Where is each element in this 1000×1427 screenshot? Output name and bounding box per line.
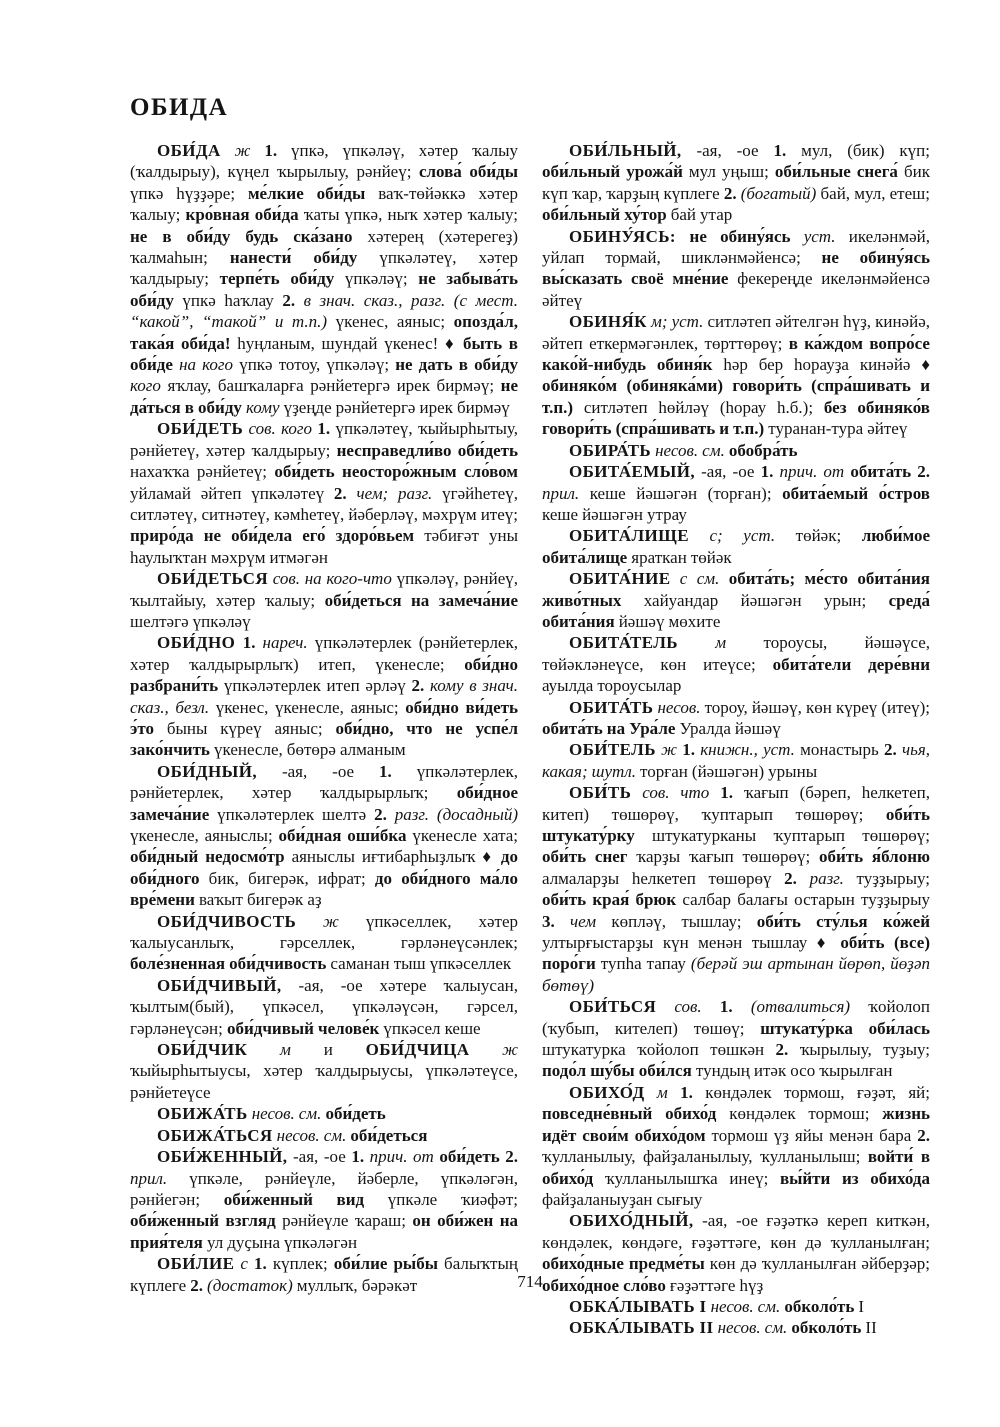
left-column [130,140,518,1339]
dictionary-entry: ОБИ́ДЧИВЫЙ, -ая, -ое хәтере ҡалыусан, ҡылтым(бый), үпкәсел, үпкәләүсән, гәрсел, гәрләнеүсән; оби́дчивый челове́к үпкәсел кеше [130,975,518,1038]
text-columns [130,140,930,1339]
dictionary-entry: ОБИ́ДЕТЬСЯ сов. на кого-что үпкәләү, рәнйеү, ҡылтайыу, хәтер ҡалыу; оби́деться на замеча́ние шелтәгә үпкәләү [130,569,518,631]
page-number: 714 [517,1272,543,1291]
dictionary-entry: ОБИТА́ТЕЛЬ м тороусы, йәшәүсе, төйәкләнеүсе, көн итеүсе; обита́тели дере́вни ауылда тороусылар [542,633,931,696]
dictionary-entry: ОБИ́ЛИЕ с 1. күплек; оби́лие ры́бы балыҡтың күплеге 2. (достаток) муллыҡ, бәрәкәт [130,1254,518,1295]
dictionary-entry: ОБКА́ЛЫВАТЬ II несов. см. обколо́ть II [569,1318,877,1338]
dictionary-entry: ОБИ́ТЕЛЬ ж 1. книжн., уст. монастырь 2. чья, какая; шутл. торған (йәшәгән) урыны [542,740,930,781]
dictionary-entry: ОБИ́ДНО 1. нареч. үпкәләтерлек (рәнйетерлек, хәтер ҡалдырырлыҡ) итеп, үкенесле; оби́дно разбрани́ть үпкәләтерлек итеп әрләү 2. кому в знач. сказ., безл. үкенес, үкенесле, аяныс; оби́дно ви́деть э́то быны күреү аяныс; оби́дно, что не успе́л зако́нчить үкенесле, бөтөрә алманым [130,633,518,760]
running-head: ОБИДА [130,94,229,121]
dictionary-entry: ОБИЖА́ТЬ несов. см. оби́деть [157,1104,386,1124]
dictionary-entry: ОБИЖА́ТЬСЯ несов. см. оби́деться [157,1125,428,1145]
dictionary-entry: ОБИ́ДЧИВОСТЬ ж үпкәселлек, хәтер ҡалыусанлыҡ, гәрселлек, гәрләнеүсәнлек; боле́зненная оби́дчивость саманан тыш үпкәселлек [130,911,518,974]
dictionary-entry: ОБИНУ́ЯСЬ: не обину́ясь уст. икеләнмәй, уйлап тормай, шикләнмәйенсә; не обину́ясь вы́сказать своё мне́ние фекереңде икеләнмәйенсә әйтеү [542,226,930,310]
dictionary-entry: ОБИ́ДНЫЙ, -ая, -ое 1. үпкәләтерлек, рәнйетерлек, хәтер ҡалдырырлыҡ; оби́дное замеча́ние үпкәләтерлек шелтә 2. разг. (досадный) үкенесле, аяныслы; оби́дная оши́бка үкенесле хата; оби́дный недосмо́тр аяныслы иғтибарһыҙлыҡ ♦ до оби́дного бик, бигерәк, ифрат; до оби́дного ма́ло вре́мени ваҡыт бигерәк аҙ [130,761,519,910]
dictionary-entry: ОБИХО́Д м 1. көндәлек тормош, ғәҙәт, яй; повседне́вный обихо́д көндәлек тормош; жизнь идёт свои́м обихо́дом тормош үҙ яйы менән бара 2. ҡулланылыу, файҙаланылыу, ҡулланылыш; войти́ в обихо́д ҡулланылышҡа инеү; вы́йти из обихо́да файҙаланыуҙан сығыу [542,1082,931,1209]
dictionary-entry: ОБИХО́ДНЫЙ, -ая, -ое ғәҙәткә кереп киткән, көндәлек, көндәге, ғәҙәттәге, көн дә ҡулланылған; обихо́дные предме́ты көн дә ҡулланылған әйберҙәр; обихо́дное сло́во ғәҙәттәге һүҙ [542,1211,930,1295]
dictionary-entry: ОБИРА́ТЬ несов. см. обобра́ть [569,440,798,460]
dictionary-entry: ОБИ́ДА ж 1. үпкә, үпкәләү, хәтер ҡалыу (ҡалдырыу), күңел ҡырылыу, рәнйеү; слова́ оби́ды үпкә һүҙҙәре; ме́лкие оби́ды ваҡ-төйәккә хәтер ҡалыу; кро́вная оби́да ҡаты үпкә, ныҡ хәтер ҡалыу; не в оби́ду будь ска́зано хәтерең (хәтерегеҙ) ҡалмаһын; нанести́ оби́ду үпкәләтеү, хәтер ҡалдырыу; терпе́ть оби́ду үпкәләү; не забыва́ть оби́ду үпкә һаҡлау 2. в знач. сказ., разг. (с мест. “какой”, “такой” и т.п.) үкенес, аяныс; опозда́л, така́я оби́да! һуңланым, шундай үкенес! ♦ быть в оби́де на кого үпкә тотоу, үпкәләү; не дать в оби́ду кого яҡлау, башҡаларға рәнйетергә ирек бирмәү; не да́ться в оби́ду кому үҙеңде рәнйетергә ирек бирмәү [130,141,519,417]
dictionary-entry: ОБИ́ТЬСЯ сов. 1. (отвалиться) ҡойолоп (ҡубып, кителеп) төшөү; штукату́рка оби́лась штукатурка ҡойолоп төшкән 2. ҡырылыу, туҙыу; подо́л шу́бы оби́лся тундың итәк осо ҡырылған [542,997,930,1081]
dictionary-entry: ОБИТА́ЕМЫЙ, -ая, -ое 1. прич. от обита́ть 2. прил. кеше йәшәгән (торған); обита́емый о́стров кеше йәшәгән утрау [542,462,930,524]
dictionary-entry: ОБИТА́ТЬ несов. тороу, йәшәү, көн күреү (итеү); обита́ть на Ура́ле Уралда йәшәү [542,697,930,738]
dictionary-entry: ОБИ́ЛЬНЫЙ, -ая, -ое 1. мул, (бик) күп; оби́льный урожа́й мул уңыш; оби́льные снега́ бик күп ҡар, ҡарҙың күплеге 2. (богатый) бай, мул, етеш; оби́льный ху́тор бай утар [542,141,930,225]
dictionary-entry: ОБИ́ТЬ сов. что 1. ҡағып (бәреп, һелкетеп, китеп) төшөрөү, ҡуптарып төшөрөү; оби́ть штукату́рку штукатурканы ҡуптарып төшөрөү; оби́ть снег ҡарҙы ҡағып төшөрөү; оби́ть я́блоню алмаларҙы һелкетеп төшөрөү 2. разг. туҙҙырыу; оби́ть края́ брюк салбар балағы остарын туҙҙырыу 3. чем көпләү, тышлау; оби́ть сту́лья ко́жей ултырғыстарҙы күн менән тышлау ♦ оби́ть (все) поро́ги тупһа тапау (берәй эш артынан йөрөп, йөҙәп бөтөү) [542,783,931,995]
dictionary-entry: ОБИ́ЖЕННЫЙ, -ая, -ое 1. прич. от оби́деть 2. прил. үпкәле, рәнйеүле, йәберле, үпкәләгән, рәнйегән; оби́женный вид үпкәле ҡиәфәт; оби́женный взгляд рәнйеүле ҡараш; он оби́жен на прия́теля ул дуҫына үпкәләгән [130,1147,518,1252]
dictionary-entry: ОБИ́ДЕТЬ сов. кого 1. үпкәләтеү, ҡыйырһытыу, рәнйетеү, хәтер ҡалдырыу; несправедли́во оби́деть нахаҡҡа рәнйетеү; оби́деть неосторо́жным сло́вом уйламай әйтеп үпкәләтеү 2. чем; разг. үгәйһетеү, ситләтеү, ситнәтеү, кәмһетеү, йәберләү, мәхрүм итеү; приро́да не оби́дела его́ здоро́вьем тәбиғәт уны һаулыҡтан мәхрүм итмәгән [130,419,518,567]
dictionary-entry: ОБКА́ЛЫВАТЬ I несов. см. обколо́ть I [569,1296,865,1316]
dictionary-entry: ОБИТА́НИЕ с см. обита́ть; ме́сто обита́ния живо́тных хайуандар йәшәгән урын; среда́ обита́ния йәшәү мөхите [542,569,930,631]
dictionary-entry: ОБИ́ДЧИК м и ОБИ́ДЧИЦА ж ҡыйырһытыусы, хәтер ҡалдырыусы, үпкәләтеүсе, рәнйетеүсе [130,1040,518,1102]
right-column [542,140,930,1339]
dictionary-entry: ОБИТА́ЛИЩЕ с; уст. төйәк; люби́мое обита́лище яраткан төйәк [542,526,930,567]
dictionary-entry: ОБИНЯ́К м; уст. ситләтеп әйтелгән һүҙ, кинәйә, әйтеп еткермәгәнлек, төрттөрөү; в ка́ждом вопро́се како́й-нибудь обиня́к һәр бер һорауҙа кинәйә ♦ обиняко́м (обиняка́ми) говори́ть (спра́шивать и т.п.) ситләтеп һөйләү (һорау һ.б.); без обиняко́в говори́ть (спра́шивать и т.п.) туранан-тура әйтеү [542,312,930,439]
